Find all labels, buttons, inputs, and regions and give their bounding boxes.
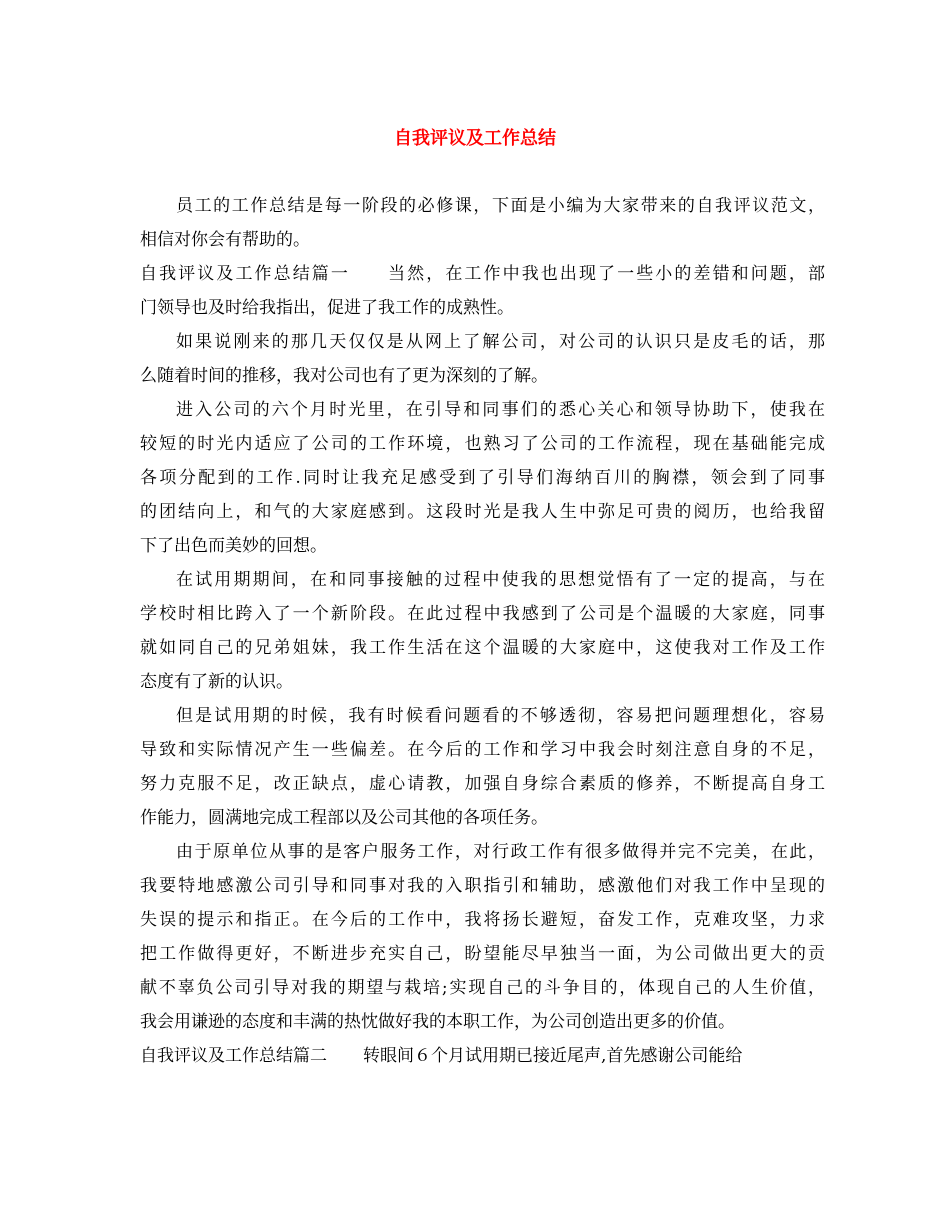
paragraph-line: 导致和实际情况产生一些偏差。在今后的工作和学习中我会时刻注意自身的不足， <box>140 740 825 760</box>
paragraph-line: 失误的提示和指正。在今后的工作中，我将扬长避短，奋发工作，克难攻坚，力求 <box>140 910 825 930</box>
paragraph-line: 的团结向上，和气的大家庭感到。这段时光是我人生中弥足可贵的阅历，也给我留 <box>140 502 825 522</box>
section-heading-line <box>140 1040 742 1072</box>
paragraph-line: 态度有了新的认识。 <box>140 672 293 692</box>
paragraph-line: 努力克服不足，改正缺点，虚心请教，加强自身综合素质的修养，不断提高自身工 <box>140 774 825 794</box>
paragraph-line: 较短的时光内适应了公司的工作环境，也熟习了公司的工作流程，现在基础能完成 <box>140 434 825 454</box>
paragraph-line: 我要特地感激公司引导和同事对我的入职指引和辅助，感激他们对我工作中呈现的 <box>140 876 825 896</box>
paragraph-line: 如果说刚来的那几天仅仅是从网上了解公司，对公司的认识只是皮毛的话，那 <box>176 332 825 352</box>
paragraph-line: 进入公司的六个月时光里，在引导和同事们的悉心关心和领导协助下，使我在 <box>176 400 825 420</box>
paragraph-line: 就如同自己的兄弟姐妹，我工作生活在这个温暖的大家庭中，这使我对工作及工作 <box>140 638 825 658</box>
paragraph-line: 么随着时间的推移，我对公司也有了更为深刻的了解。 <box>140 366 548 386</box>
section-heading-line <box>140 258 825 290</box>
paragraph-line: 献不辜负公司引导对我的期望与栽培;实现自己的斗争目的，体现自己的人生价值， <box>140 978 825 998</box>
paragraph-line: 我会用谦逊的态度和丰满的热忱做好我的本职工作，为公司创造出更多的价值。 <box>140 1012 735 1032</box>
paragraph-line: 门领导也及时给我指出，促进了我工作的成熟性。 <box>140 298 514 318</box>
document-title: 自我评议及工作总结 <box>394 128 556 149</box>
paragraph-line: 作能力，圆满地完成工程部以及公司其他的各项任务。 <box>140 808 548 828</box>
paragraph-text: 当然，在工作中我也出现了一些小的差错和问题，部 <box>385 264 826 284</box>
paragraph-line: 把工作做得更好，不断进步充实自己，盼望能尽早独当一面，为公司做出更大的贡 <box>140 944 825 964</box>
paragraph-line: 各项分配到的工作.同时让我充足感受到了引导们海纳百川的胸襟，领会到了同事 <box>140 468 825 488</box>
section-heading: 自我评议及工作总结篇一 <box>140 264 350 284</box>
section-heading: 自我评议及工作总结篇二 <box>140 1046 327 1066</box>
paragraph-text: 转眼间６个月试用期已接近尾声,首先感谢公司能给 <box>363 1046 743 1066</box>
paragraph-line: 相信对你会有帮助的。 <box>140 230 310 250</box>
paragraph-line: 下了出色而美妙的回想。 <box>140 536 327 556</box>
paragraph-line: 由于原单位从事的是客户服务工作，对行政工作有很多做得并完不完美，在此， <box>176 842 825 862</box>
paragraph-line: 但是试用期的时候，我有时候看问题看的不够透彻，容易把问题理想化，容易 <box>176 706 825 726</box>
paragraph-line: 学校时相比跨入了一个新阶段。在此过程中我感到了公司是个温暖的大家庭，同事 <box>140 604 825 624</box>
paragraph-line: 在试用期期间，在和同事接触的过程中使我的思想觉悟有了一定的提高，与在 <box>176 570 825 590</box>
paragraph-line: 员工的工作总结是每一阶段的必修课，下面是小编为大家带来的自我评议范文， <box>176 196 825 216</box>
